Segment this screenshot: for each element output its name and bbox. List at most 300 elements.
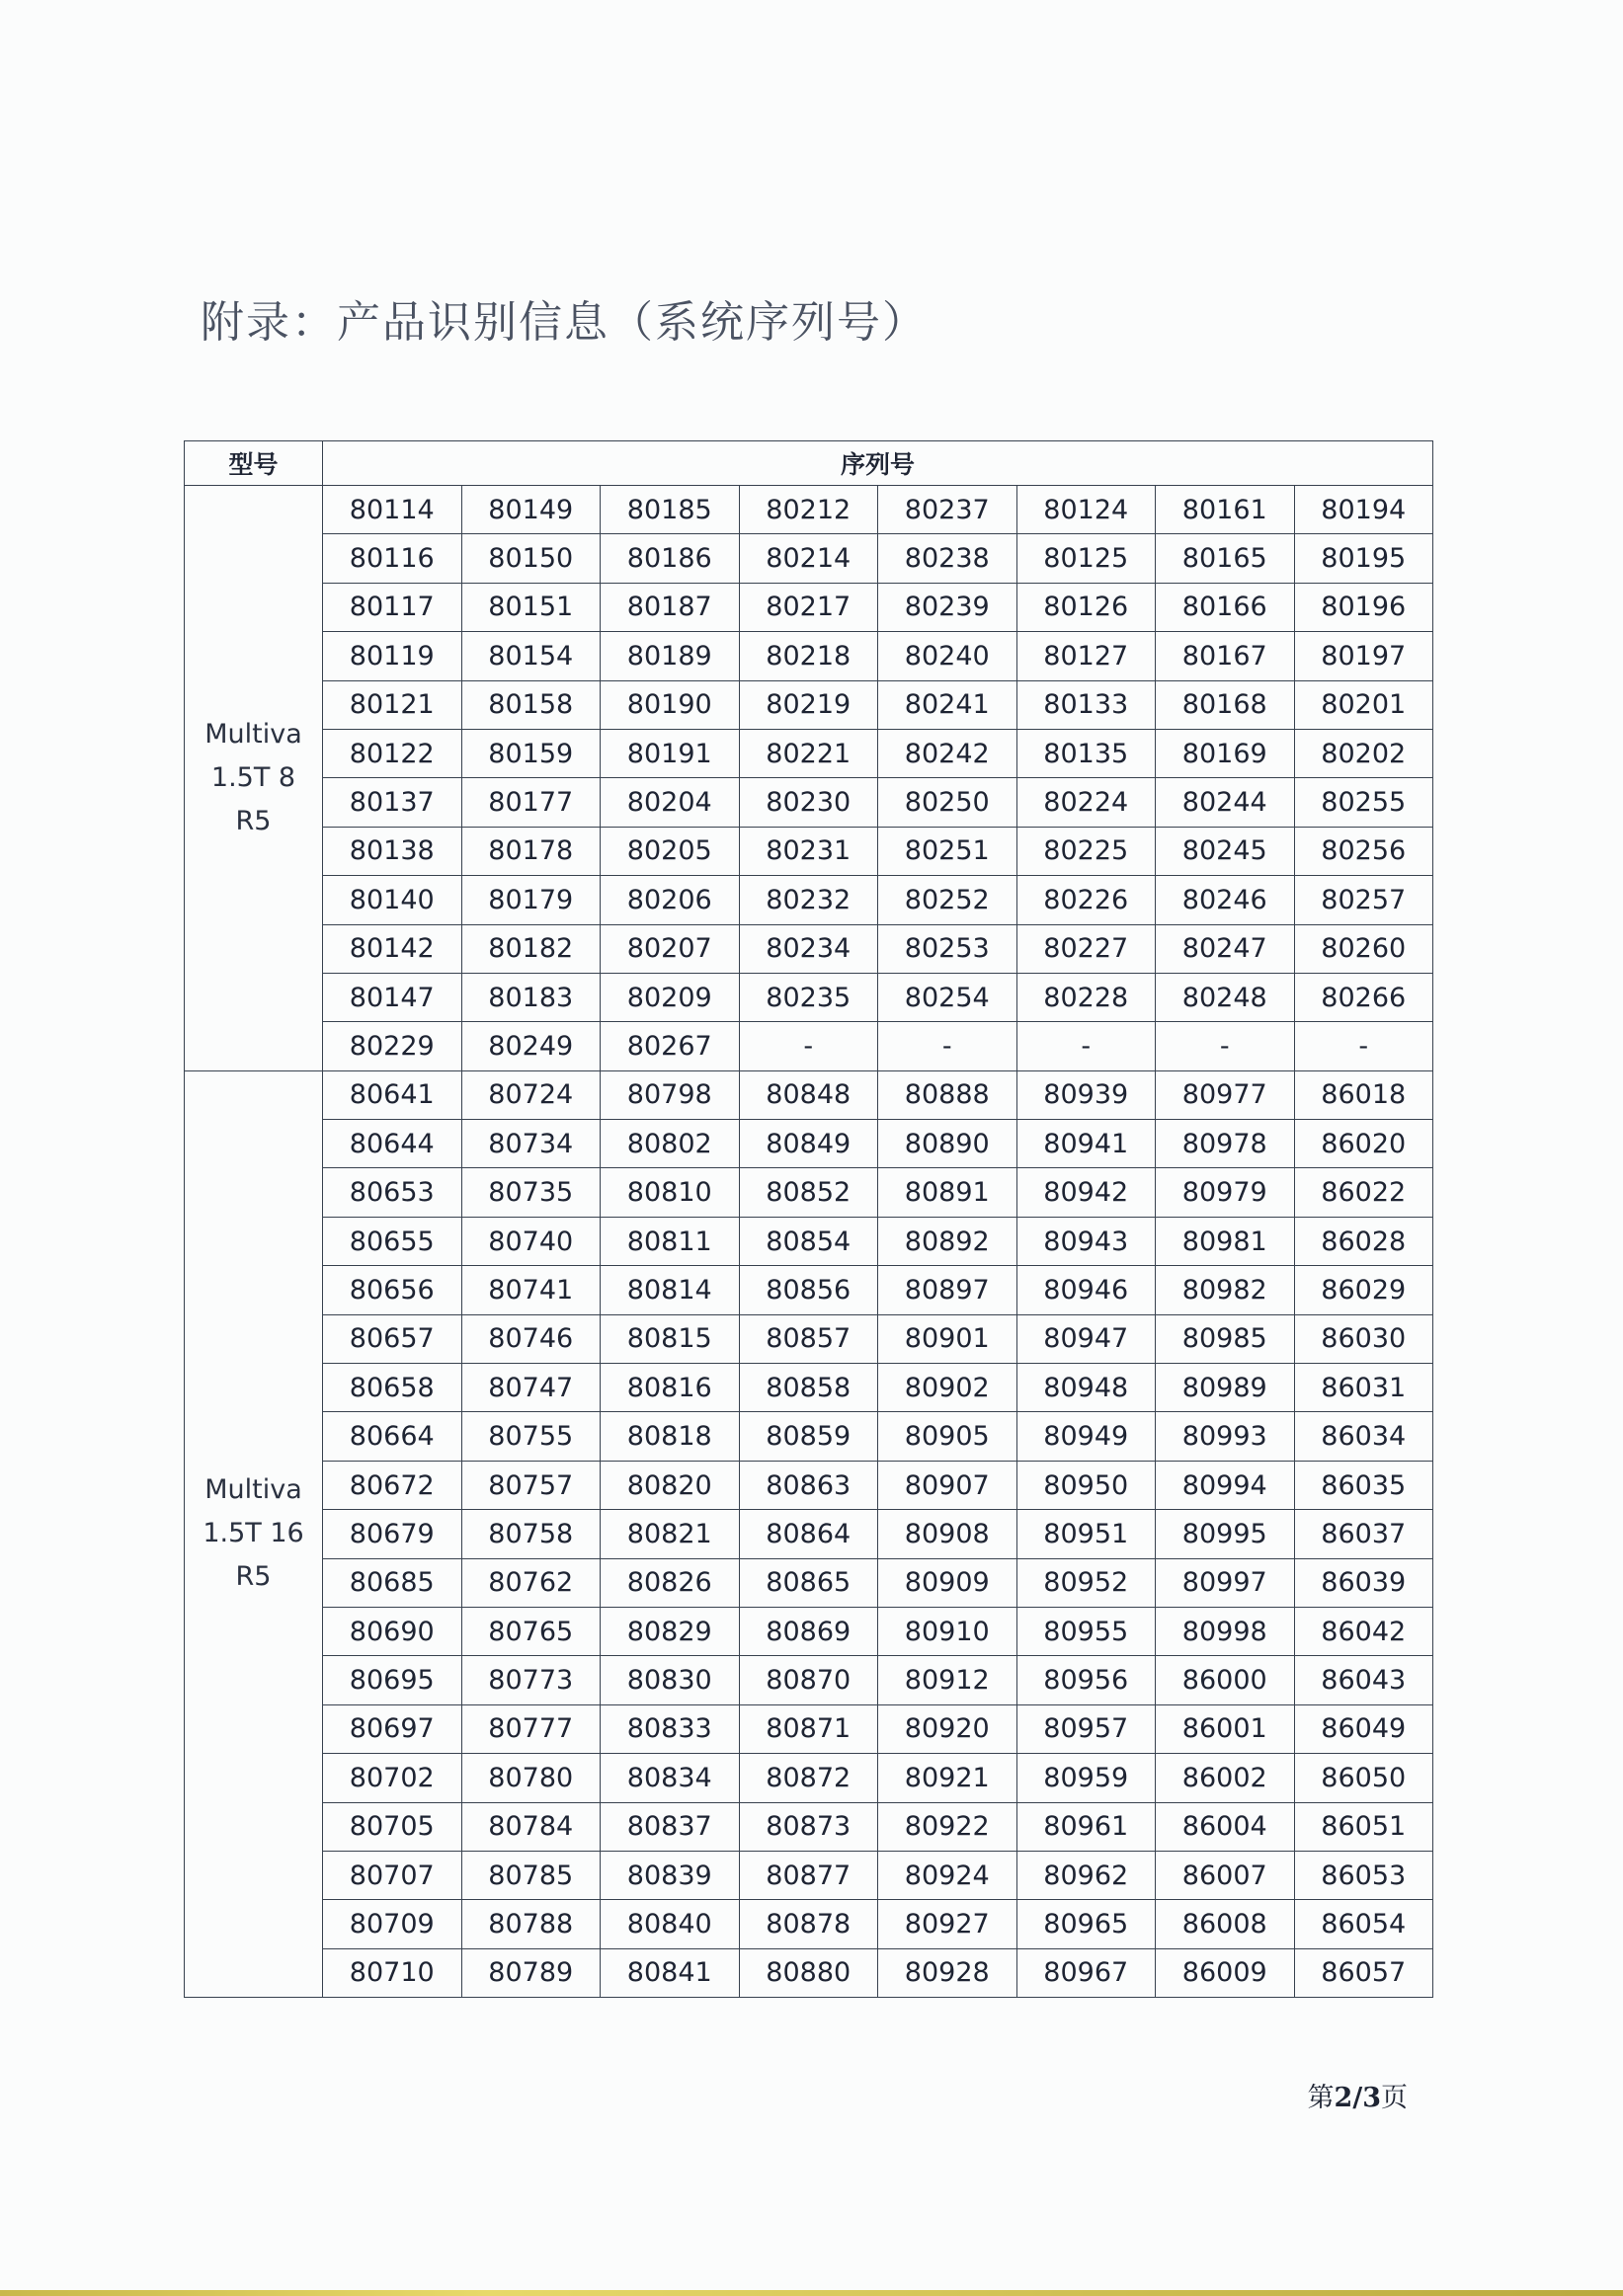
table-row: [185, 778, 1433, 827]
serial-cell: 80857: [739, 1314, 878, 1363]
table-row: [185, 1217, 1433, 1265]
serial-cell: 80205: [601, 827, 740, 875]
serial-cell: 80993: [1156, 1412, 1295, 1461]
serial-cell: 80849: [739, 1120, 878, 1168]
serial-cell: 80939: [1016, 1070, 1156, 1119]
serial-cell: 80741: [461, 1266, 601, 1314]
serial-cell: 80890: [878, 1120, 1017, 1168]
serial-cell: 80664: [323, 1412, 462, 1461]
serial-cell: 80239: [878, 583, 1017, 631]
serial-cell: 80248: [1156, 973, 1295, 1021]
serial-cell: 80957: [1016, 1704, 1156, 1753]
serial-cell: 80114: [323, 486, 462, 534]
serial-cell: 80961: [1016, 1802, 1156, 1851]
serial-cell: 80116: [323, 534, 462, 583]
serial-cell: 80147: [323, 973, 462, 1021]
serial-cell: 80802: [601, 1120, 740, 1168]
serial-cell: 80952: [1016, 1558, 1156, 1607]
page-number: [1308, 2076, 1408, 2114]
serial-cell: 80234: [739, 924, 878, 973]
serial-cell: 80138: [323, 827, 462, 875]
table-row: [185, 1461, 1433, 1509]
serial-cell: 86049: [1294, 1704, 1433, 1753]
serial-number-table: [184, 440, 1433, 1998]
serial-cell: 80773: [461, 1656, 601, 1704]
serial-cell: 80154: [461, 632, 601, 680]
serial-cell: 80959: [1016, 1754, 1156, 1802]
serial-cell: 80240: [878, 632, 1017, 680]
serial-cell: 80977: [1156, 1070, 1295, 1119]
serial-cell: -: [1156, 1022, 1295, 1070]
serial-cell: 80777: [461, 1704, 601, 1753]
page-number-prefix: 第: [1307, 2083, 1335, 2113]
serial-cell: 80197: [1294, 632, 1433, 680]
serial-cell: 86022: [1294, 1168, 1433, 1217]
serial-cell: 80848: [739, 1070, 878, 1119]
serial-cell: 80830: [601, 1656, 740, 1704]
serial-cell: 80657: [323, 1314, 462, 1363]
serial-cell: 80225: [1016, 827, 1156, 875]
serial-cell: 80241: [878, 680, 1017, 729]
serial-cell: 86057: [1294, 1948, 1433, 1997]
serial-cell: 80816: [601, 1364, 740, 1412]
serial-cell: 80266: [1294, 973, 1433, 1021]
serial-cell: 80965: [1016, 1900, 1156, 1948]
header-model: 型号: [185, 441, 323, 486]
serial-cell: 80653: [323, 1168, 462, 1217]
table-row: [185, 924, 1433, 973]
serial-cell: 80206: [601, 876, 740, 924]
table-row: [185, 1070, 1433, 1119]
table-row: [185, 1900, 1433, 1948]
serial-cell: 80947: [1016, 1314, 1156, 1363]
serial-cell: 80814: [601, 1266, 740, 1314]
serial-cell: 80133: [1016, 680, 1156, 729]
serial-cell: 80998: [1156, 1607, 1295, 1655]
serial-cell: 80251: [878, 827, 1017, 875]
table-row: [185, 1656, 1433, 1704]
serial-cell: 80950: [1016, 1461, 1156, 1509]
serial-cell: 80928: [878, 1948, 1017, 1997]
serial-cell: 80901: [878, 1314, 1017, 1363]
serial-cell: 80166: [1156, 583, 1295, 631]
serial-cell: 80237: [878, 486, 1017, 534]
serial-cell: 80218: [739, 632, 878, 680]
serial-cell: 80871: [739, 1704, 878, 1753]
page-number-separator: /: [1352, 2083, 1363, 2113]
serial-cell: 80207: [601, 924, 740, 973]
serial-cell: 80695: [323, 1656, 462, 1704]
table-row: [185, 1168, 1433, 1217]
serial-cell: 80995: [1156, 1510, 1295, 1558]
serial-cell: 80785: [461, 1851, 601, 1899]
serial-cell: 80189: [601, 632, 740, 680]
serial-cell: 86031: [1294, 1364, 1433, 1412]
serial-cell: 80214: [739, 534, 878, 583]
model-line: 1.5T 16: [203, 1518, 304, 1549]
serial-cell: 80909: [878, 1558, 1017, 1607]
serial-cell: 80246: [1156, 876, 1295, 924]
table-row: [185, 1607, 1433, 1655]
serial-cell: 80820: [601, 1461, 740, 1509]
serial-cell: 80194: [1294, 486, 1433, 534]
serial-cell: 80922: [878, 1802, 1017, 1851]
serial-cell: 80135: [1016, 729, 1156, 777]
serial-cell: 80985: [1156, 1314, 1295, 1363]
table-header-row: [185, 441, 1433, 486]
table-row: [185, 1266, 1433, 1314]
serial-cell: 80124: [1016, 486, 1156, 534]
serial-cell: 80946: [1016, 1266, 1156, 1314]
serial-cell: 80982: [1156, 1266, 1295, 1314]
serial-cell: 86001: [1156, 1704, 1295, 1753]
serial-cell: 80740: [461, 1217, 601, 1265]
serial-cell: 80892: [878, 1217, 1017, 1265]
serial-cell: 80697: [323, 1704, 462, 1753]
serial-cell: 80217: [739, 583, 878, 631]
serial-cell: 86000: [1156, 1656, 1295, 1704]
serial-cell: 80169: [1156, 729, 1295, 777]
serial-cell: 80746: [461, 1314, 601, 1363]
serial-cell: 80978: [1156, 1120, 1295, 1168]
serial-cell: 86009: [1156, 1948, 1295, 1997]
serial-cell: 80142: [323, 924, 462, 973]
serial-cell: 80227: [1016, 924, 1156, 973]
serial-cell: 80765: [461, 1607, 601, 1655]
serial-cell: 80267: [601, 1022, 740, 1070]
serial-cell: 80902: [878, 1364, 1017, 1412]
serial-cell: 80209: [601, 973, 740, 1021]
serial-cell: 86051: [1294, 1802, 1433, 1851]
serial-cell: 80762: [461, 1558, 601, 1607]
serial-cell: 80920: [878, 1704, 1017, 1753]
serial-cell: 80710: [323, 1948, 462, 1997]
table-row: [185, 534, 1433, 583]
serial-cell: 80242: [878, 729, 1017, 777]
serial-cell: 80221: [739, 729, 878, 777]
serial-cell: 80177: [461, 778, 601, 827]
serial-cell: 80834: [601, 1754, 740, 1802]
serial-cell: 86042: [1294, 1607, 1433, 1655]
page-number-suffix: 页: [1381, 2083, 1408, 2113]
serial-cell: 80854: [739, 1217, 878, 1265]
serial-cell: 86002: [1156, 1754, 1295, 1802]
table-row: [185, 1314, 1433, 1363]
serial-cell: 80757: [461, 1461, 601, 1509]
serial-cell: 80252: [878, 876, 1017, 924]
serial-cell: 80644: [323, 1120, 462, 1168]
serial-cell: 80191: [601, 729, 740, 777]
serial-cell: 80789: [461, 1948, 601, 1997]
table-row: [185, 1364, 1433, 1412]
serial-cell: 86028: [1294, 1217, 1433, 1265]
serial-cell: 80257: [1294, 876, 1433, 924]
serial-cell: 80204: [601, 778, 740, 827]
serial-cell: 80943: [1016, 1217, 1156, 1265]
model-line: R5: [235, 1561, 272, 1593]
table-row: [185, 632, 1433, 680]
serial-cell: 80260: [1294, 924, 1433, 973]
serial-cell: 86043: [1294, 1656, 1433, 1704]
serial-cell: 80679: [323, 1510, 462, 1558]
serial-cell: 86030: [1294, 1314, 1433, 1363]
serial-cell: 80873: [739, 1802, 878, 1851]
serial-cell: 80168: [1156, 680, 1295, 729]
serial-cell: 80948: [1016, 1364, 1156, 1412]
serial-cell: 80186: [601, 534, 740, 583]
table-row: [185, 876, 1433, 924]
serial-cell: 80888: [878, 1070, 1017, 1119]
table-row: [185, 1558, 1433, 1607]
serial-cell: 80967: [1016, 1948, 1156, 1997]
model-line: Multiva: [204, 1474, 302, 1506]
serial-cell: 80912: [878, 1656, 1017, 1704]
serial-cell: 86050: [1294, 1754, 1433, 1802]
serial-cell: 80859: [739, 1412, 878, 1461]
table-row: [185, 1120, 1433, 1168]
serial-cell: 80185: [601, 486, 740, 534]
serial-cell: 80140: [323, 876, 462, 924]
serial-cell: 80755: [461, 1412, 601, 1461]
serial-cell: 80924: [878, 1851, 1017, 1899]
serial-cell: 80788: [461, 1900, 601, 1948]
serial-cell: 80908: [878, 1510, 1017, 1558]
table-row: [185, 1022, 1433, 1070]
serial-cell: 86039: [1294, 1558, 1433, 1607]
serial-cell: -: [739, 1022, 878, 1070]
serial-cell: 80994: [1156, 1461, 1295, 1509]
serial-cell: -: [1016, 1022, 1156, 1070]
serial-cell: 80226: [1016, 876, 1156, 924]
serial-cell: -: [1294, 1022, 1433, 1070]
serial-cell: 80151: [461, 583, 601, 631]
serial-cell: 80815: [601, 1314, 740, 1363]
serial-cell: 80840: [601, 1900, 740, 1948]
serial-cell: 80910: [878, 1607, 1017, 1655]
serial-cell: 80833: [601, 1704, 740, 1753]
table-row: [185, 486, 1433, 534]
serial-cell: 80182: [461, 924, 601, 973]
serial-cell: 80672: [323, 1461, 462, 1509]
serial-cell: 80821: [601, 1510, 740, 1558]
page-number-total: 3: [1362, 2083, 1381, 2113]
serial-cell: 80253: [878, 924, 1017, 973]
table-row: [185, 1948, 1433, 1997]
serial-cell: 80897: [878, 1266, 1017, 1314]
serial-cell: 80641: [323, 1070, 462, 1119]
serial-cell: 80656: [323, 1266, 462, 1314]
serial-cell: 80826: [601, 1558, 740, 1607]
table-row: [185, 973, 1433, 1021]
serial-cell: 80165: [1156, 534, 1295, 583]
serial-cell: 80117: [323, 583, 462, 631]
serial-cell: 80127: [1016, 632, 1156, 680]
serial-cell: 80707: [323, 1851, 462, 1899]
serial-cell: 80183: [461, 973, 601, 1021]
serial-cell: 80195: [1294, 534, 1433, 583]
serial-cell: 86034: [1294, 1412, 1433, 1461]
serial-cell: 86029: [1294, 1266, 1433, 1314]
serial-cell: 80254: [878, 973, 1017, 1021]
model-cell: [185, 486, 323, 1071]
serial-cell: 86037: [1294, 1510, 1433, 1558]
serial-cell: 80872: [739, 1754, 878, 1802]
serial-cell: 80811: [601, 1217, 740, 1265]
serial-cell: 80734: [461, 1120, 601, 1168]
table-row: [185, 583, 1433, 631]
serial-cell: 80187: [601, 583, 740, 631]
table-body: [185, 486, 1433, 1998]
serial-cell: 80997: [1156, 1558, 1295, 1607]
table-row: [185, 1704, 1433, 1753]
serial-cell: 80224: [1016, 778, 1156, 827]
scan-edge: [0, 2290, 1623, 2296]
serial-cell: 80244: [1156, 778, 1295, 827]
serial-cell: 80126: [1016, 583, 1156, 631]
serial-cell: 80780: [461, 1754, 601, 1802]
serial-cell: 80159: [461, 729, 601, 777]
model-line: R5: [235, 805, 272, 836]
serial-cell: 80196: [1294, 583, 1433, 631]
table-row: [185, 1754, 1433, 1802]
serial-cell: 80249: [461, 1022, 601, 1070]
serial-cell: 80891: [878, 1168, 1017, 1217]
serial-cell: 80709: [323, 1900, 462, 1948]
serial-cell: 80702: [323, 1754, 462, 1802]
serial-cell: 80956: [1016, 1656, 1156, 1704]
serial-cell: 80231: [739, 827, 878, 875]
serial-cell: 80247: [1156, 924, 1295, 973]
serial-cell: 80235: [739, 973, 878, 1021]
serial-cell: 80705: [323, 1802, 462, 1851]
serial-cell: 80232: [739, 876, 878, 924]
serial-cell: 80121: [323, 680, 462, 729]
serial-cell: 86008: [1156, 1900, 1295, 1948]
serial-cell: 80837: [601, 1802, 740, 1851]
serial-cell: 80878: [739, 1900, 878, 1948]
serial-cell: 80230: [739, 778, 878, 827]
serial-cell: 80841: [601, 1948, 740, 1997]
serial-cell: 86004: [1156, 1802, 1295, 1851]
table-row: [185, 729, 1433, 777]
serial-cell: 80190: [601, 680, 740, 729]
serial-cell: 80250: [878, 778, 1017, 827]
serial-cell: 80955: [1016, 1607, 1156, 1655]
serial-cell: 80810: [601, 1168, 740, 1217]
serial-cell: 80864: [739, 1510, 878, 1558]
serial-cell: -: [878, 1022, 1017, 1070]
serial-cell: 80951: [1016, 1510, 1156, 1558]
serial-cell: 80158: [461, 680, 601, 729]
serial-cell: 80690: [323, 1607, 462, 1655]
serial-cell: 80178: [461, 827, 601, 875]
serial-cell: 80179: [461, 876, 601, 924]
serial-cell: 80228: [1016, 973, 1156, 1021]
serial-cell: 80202: [1294, 729, 1433, 777]
serial-cell: 80201: [1294, 680, 1433, 729]
serial-cell: 80784: [461, 1802, 601, 1851]
table-row: [185, 1510, 1433, 1558]
serial-cell: 80658: [323, 1364, 462, 1412]
serial-cell: 80256: [1294, 827, 1433, 875]
serial-cell: 80137: [323, 778, 462, 827]
serial-cell: 86035: [1294, 1461, 1433, 1509]
serial-cell: 80989: [1156, 1364, 1295, 1412]
serial-cell: 80798: [601, 1070, 740, 1119]
page-number-current: 2: [1334, 2083, 1353, 2113]
table-row: [185, 680, 1433, 729]
serial-cell: 80856: [739, 1266, 878, 1314]
serial-cell: 80818: [601, 1412, 740, 1461]
serial-cell: 80167: [1156, 632, 1295, 680]
serial-cell: 80122: [323, 729, 462, 777]
serial-cell: 80219: [739, 680, 878, 729]
serial-cell: 80829: [601, 1607, 740, 1655]
serial-cell: 80877: [739, 1851, 878, 1899]
serial-cell: 80229: [323, 1022, 462, 1070]
serial-cell: 80685: [323, 1558, 462, 1607]
serial-cell: 80869: [739, 1607, 878, 1655]
serial-cell: 80852: [739, 1168, 878, 1217]
model-line: 1.5T 8: [210, 761, 296, 793]
serial-cell: 80125: [1016, 534, 1156, 583]
table-row: [185, 1851, 1433, 1899]
serial-cell: 80735: [461, 1168, 601, 1217]
serial-cell: 80981: [1156, 1217, 1295, 1265]
serial-cell: 80921: [878, 1754, 1017, 1802]
serial-cell: 86018: [1294, 1070, 1433, 1119]
serial-cell: 80880: [739, 1948, 878, 1997]
serial-cell: 80863: [739, 1461, 878, 1509]
serial-cell: 80149: [461, 486, 601, 534]
serial-cell: 80839: [601, 1851, 740, 1899]
serial-cell: 80858: [739, 1364, 878, 1412]
serial-cell: 80255: [1294, 778, 1433, 827]
serial-cell: 80747: [461, 1364, 601, 1412]
table-row: [185, 827, 1433, 875]
serial-cell: 80942: [1016, 1168, 1156, 1217]
serial-cell: 80724: [461, 1070, 601, 1119]
serial-cell: 80161: [1156, 486, 1295, 534]
header-serial: 序列号: [323, 441, 1433, 486]
serial-cell: 86020: [1294, 1120, 1433, 1168]
serial-cell: 86053: [1294, 1851, 1433, 1899]
serial-cell: 80212: [739, 486, 878, 534]
serial-cell: 80150: [461, 534, 601, 583]
serial-cell: 80962: [1016, 1851, 1156, 1899]
serial-cell: 80941: [1016, 1120, 1156, 1168]
serial-cell: 80949: [1016, 1412, 1156, 1461]
page-title: 附录：产品识别信息（系统序列号）: [201, 297, 928, 348]
serial-cell: 80905: [878, 1412, 1017, 1461]
serial-cell: 80927: [878, 1900, 1017, 1948]
serial-cell: 80119: [323, 632, 462, 680]
serial-cell: 80979: [1156, 1168, 1295, 1217]
serial-cell: 86007: [1156, 1851, 1295, 1899]
serial-cell: 86054: [1294, 1900, 1433, 1948]
model-line: Multiva: [204, 718, 302, 750]
serial-cell: 80865: [739, 1558, 878, 1607]
table-row: [185, 1802, 1433, 1851]
model-cell: [185, 1070, 323, 1997]
serial-cell: 80870: [739, 1656, 878, 1704]
table-row: [185, 1412, 1433, 1461]
serial-cell: 80655: [323, 1217, 462, 1265]
serial-cell: 80907: [878, 1461, 1017, 1509]
serial-cell: 80758: [461, 1510, 601, 1558]
serial-cell: 80238: [878, 534, 1017, 583]
serial-cell: 80245: [1156, 827, 1295, 875]
